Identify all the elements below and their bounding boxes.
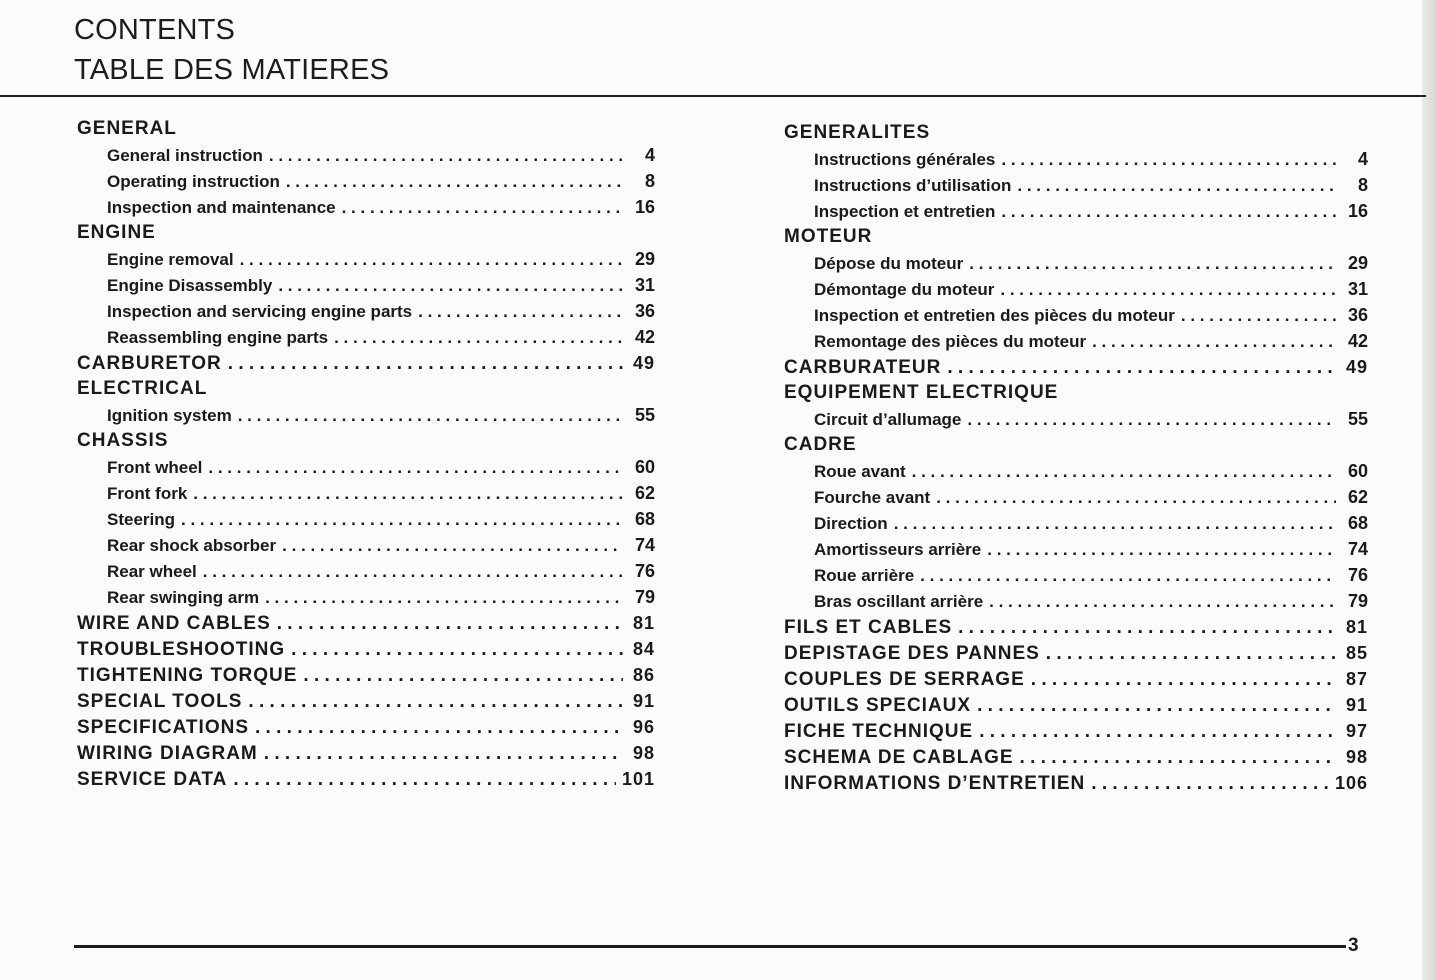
toc-entry-label: CARBURATEUR xyxy=(784,357,942,378)
toc-leader-dots xyxy=(193,481,623,507)
toc-entry-label: WIRING DIAGRAM xyxy=(77,743,258,764)
toc-leader-dots xyxy=(334,325,623,351)
toc-entry-label: Circuit d’allumage xyxy=(814,410,962,429)
toc-leader-dots xyxy=(967,407,1336,433)
toc-entry-page: 68 xyxy=(1347,513,1368,533)
toc-leader-dots xyxy=(920,563,1336,589)
page-title-french: TABLE DES MATIERES xyxy=(74,54,390,86)
footer-divider xyxy=(74,945,1346,948)
toc-subsection-entry xyxy=(784,562,1368,588)
toc-leader-dots xyxy=(248,689,623,715)
toc-entry-label: TROUBLESHOOTING xyxy=(77,639,286,660)
toc-entry-label: Direction xyxy=(814,514,888,533)
toc-leader-dots xyxy=(269,143,623,169)
toc-section-entry xyxy=(77,220,655,246)
toc-leader-dots xyxy=(238,403,623,429)
toc-entry-label: Instructions générales xyxy=(814,150,996,169)
page-title-english: CONTENTS xyxy=(74,14,236,46)
toc-entry-label: Instructions d’utilisation xyxy=(814,176,1012,195)
toc-section-entry xyxy=(77,428,655,454)
toc-subsection-entry xyxy=(784,276,1368,302)
toc-entry-page: 36 xyxy=(634,301,655,321)
toc-subsection-entry xyxy=(77,324,655,350)
toc-subsection-entry xyxy=(784,146,1368,172)
toc-section-entry xyxy=(77,688,655,714)
toc-entry-page: 49 xyxy=(632,353,655,373)
toc-leader-dots xyxy=(989,589,1336,615)
toc-subsection-entry xyxy=(784,328,1368,354)
toc-entry-label: ENGINE xyxy=(77,222,156,243)
toc-section-entry xyxy=(77,116,655,142)
toc-entry-page: 96 xyxy=(632,717,655,737)
toc-entry-page: 62 xyxy=(1347,487,1368,507)
toc-leader-dots xyxy=(1031,667,1336,693)
toc-entry-label: OUTILS SPECIAUX xyxy=(784,695,972,716)
toc-entry-page: 74 xyxy=(634,535,655,555)
toc-entry-page: 101 xyxy=(621,769,655,789)
toc-section-entry xyxy=(77,350,655,376)
toc-subsection-entry xyxy=(784,588,1368,614)
toc-entry-page: 76 xyxy=(634,561,655,581)
toc-section-entry xyxy=(77,740,655,766)
toc-subsection-entry xyxy=(784,458,1368,484)
toc-entry-page: 79 xyxy=(634,587,655,607)
toc-entry-label: SCHEMA DE CABLAGE xyxy=(784,747,1014,768)
toc-french-column xyxy=(784,120,1368,796)
toc-leader-dots xyxy=(979,719,1336,745)
toc-english-column xyxy=(77,116,655,792)
toc-entry-label: INFORMATIONS D’ENTRETIEN xyxy=(784,773,1086,794)
toc-entry-label: Inspection and maintenance xyxy=(107,198,336,217)
toc-entry-label: Engine removal xyxy=(107,250,234,269)
toc-leader-dots xyxy=(1092,329,1336,355)
toc-entry-label: COUPLES DE SERRAGE xyxy=(784,669,1025,690)
toc-subsection-entry xyxy=(77,272,655,298)
toc-subsection-entry xyxy=(77,480,655,506)
toc-section-entry xyxy=(784,224,1368,250)
toc-entry-label: DEPISTAGE DES PANNES xyxy=(784,643,1040,664)
toc-subsection-entry xyxy=(77,194,655,220)
toc-leader-dots xyxy=(1017,173,1336,199)
toc-entry-page: 49 xyxy=(1345,357,1368,377)
toc-entry-label: EQUIPEMENT ELECTRIQUE xyxy=(784,382,1059,403)
toc-entry-page: 29 xyxy=(1347,253,1368,273)
toc-section-entry xyxy=(77,714,655,740)
toc-leader-dots xyxy=(958,615,1336,641)
toc-leader-dots xyxy=(286,169,623,195)
toc-section-entry xyxy=(784,744,1368,770)
toc-entry-page: 84 xyxy=(632,639,655,659)
toc-subsection-entry xyxy=(77,584,655,610)
toc-leader-dots xyxy=(203,559,623,585)
toc-entry-page: 60 xyxy=(1347,461,1368,481)
toc-entry-page: 97 xyxy=(1345,721,1368,741)
toc-entry-page: 68 xyxy=(634,509,655,529)
toc-entry-page: 8 xyxy=(1357,175,1368,195)
toc-entry-label: Roue avant xyxy=(814,462,906,481)
toc-entry-page: 4 xyxy=(1357,149,1368,169)
toc-entry-page: 16 xyxy=(1347,201,1368,221)
toc-entry-page: 55 xyxy=(1347,409,1368,429)
toc-leader-dots xyxy=(228,351,623,377)
toc-leader-dots xyxy=(278,273,623,299)
toc-entry-label: CARBURETOR xyxy=(77,353,222,374)
toc-entry-label: Ignition system xyxy=(107,406,232,425)
header-divider xyxy=(0,95,1426,97)
toc-entry-page: 60 xyxy=(634,457,655,477)
toc-subsection-entry xyxy=(784,302,1368,328)
toc-leader-dots xyxy=(240,247,623,273)
toc-entry-label: Inspection and servicing engine parts xyxy=(107,302,413,321)
toc-entry-page: 81 xyxy=(1345,617,1368,637)
toc-section-entry xyxy=(784,380,1368,406)
toc-entry-page: 98 xyxy=(632,743,655,763)
toc-entry-page: 74 xyxy=(1347,539,1368,559)
toc-leader-dots xyxy=(987,537,1336,563)
toc-entry-label: WIRE AND CABLES xyxy=(77,613,271,634)
toc-leader-dots xyxy=(1181,303,1336,329)
toc-leader-dots xyxy=(894,511,1336,537)
toc-section-entry xyxy=(784,718,1368,744)
toc-entry-page: 91 xyxy=(1345,695,1368,715)
toc-subsection-entry xyxy=(784,250,1368,276)
toc-leader-dots xyxy=(181,507,623,533)
toc-subsection-entry xyxy=(784,484,1368,510)
toc-entry-label: TIGHTENING TORQUE xyxy=(77,665,298,686)
toc-entry-page: 86 xyxy=(632,665,655,685)
toc-section-entry xyxy=(784,692,1368,718)
toc-leader-dots xyxy=(291,637,623,663)
toc-entry-label: Steering xyxy=(107,510,176,529)
toc-entry-label: SPECIFICATIONS xyxy=(77,717,249,738)
toc-leader-dots xyxy=(303,663,623,689)
toc-entry-label: FICHE TECHNIQUE xyxy=(784,721,974,742)
toc-section-entry xyxy=(77,662,655,688)
toc-entry-page: 98 xyxy=(1345,747,1368,767)
toc-leader-dots xyxy=(977,693,1336,719)
toc-leader-dots xyxy=(277,611,623,637)
toc-entry-page: 76 xyxy=(1347,565,1368,585)
toc-entry-label: SERVICE DATA xyxy=(77,769,228,790)
toc-entry-label: SPECIAL TOOLS xyxy=(77,691,243,712)
toc-section-entry xyxy=(77,376,655,402)
toc-entry-page: 106 xyxy=(1334,773,1368,793)
toc-entry-label: Front fork xyxy=(107,484,188,503)
toc-entry-label: CHASSIS xyxy=(77,430,169,451)
toc-leader-dots xyxy=(255,715,623,741)
toc-leader-dots xyxy=(1001,147,1336,173)
toc-section-entry xyxy=(784,354,1368,380)
toc-entry-label: ELECTRICAL xyxy=(77,378,208,399)
toc-entry-page: 16 xyxy=(634,197,655,217)
toc-leader-dots xyxy=(342,195,623,221)
toc-entry-label: Dépose du moteur xyxy=(814,254,964,273)
toc-section-entry xyxy=(784,432,1368,458)
toc-subsection-entry xyxy=(77,246,655,272)
page-edge xyxy=(1422,0,1436,980)
toc-subsection-entry xyxy=(77,454,655,480)
toc-leader-dots xyxy=(936,485,1336,511)
toc-entry-page: 91 xyxy=(632,691,655,711)
toc-entry-label: Engine Disassembly xyxy=(107,276,273,295)
toc-entry-label: Roue arrière xyxy=(814,566,915,585)
toc-subsection-entry xyxy=(77,506,655,532)
toc-subsection-entry xyxy=(77,298,655,324)
toc-entry-label: GENERAL xyxy=(77,118,177,139)
toc-entry-label: General instruction xyxy=(107,146,263,165)
toc-entry-page: 42 xyxy=(1347,331,1368,351)
toc-entry-label: GENERALITES xyxy=(784,122,931,143)
toc-entry-label: Inspection et entretien des pièces du moteur xyxy=(814,306,1175,325)
toc-subsection-entry xyxy=(784,172,1368,198)
toc-entry-page: 29 xyxy=(634,249,655,269)
toc-entry-page: 42 xyxy=(634,327,655,347)
toc-entry-label: Rear shock absorber xyxy=(107,536,277,555)
toc-entry-label: Operating instruction xyxy=(107,172,280,191)
toc-entry-label: MOTEUR xyxy=(784,226,873,247)
toc-entry-label: FILS ET CABLES xyxy=(784,617,953,638)
toc-leader-dots xyxy=(1046,641,1336,667)
toc-leader-dots xyxy=(947,355,1336,381)
toc-entry-label: Bras oscillant arrière xyxy=(814,592,984,611)
toc-leader-dots xyxy=(1000,277,1336,303)
toc-subsection-entry xyxy=(784,536,1368,562)
toc-leader-dots xyxy=(233,767,616,793)
toc-leader-dots xyxy=(969,251,1336,277)
toc-section-entry xyxy=(77,766,655,792)
toc-section-entry xyxy=(784,640,1368,666)
page-number: 3 xyxy=(1348,935,1359,956)
toc-leader-dots xyxy=(264,741,623,767)
toc-entry-page: 62 xyxy=(634,483,655,503)
toc-leader-dots xyxy=(912,459,1336,485)
toc-entry-page: 81 xyxy=(632,613,655,633)
toc-leader-dots xyxy=(1091,771,1329,797)
toc-entry-label: Front wheel xyxy=(107,458,203,477)
toc-entry-page: 87 xyxy=(1345,669,1368,689)
toc-leader-dots xyxy=(208,455,623,481)
toc-subsection-entry xyxy=(784,198,1368,224)
toc-entry-page: 55 xyxy=(634,405,655,425)
toc-leader-dots xyxy=(282,533,623,559)
toc-subsection-entry xyxy=(77,402,655,428)
toc-subsection-entry xyxy=(77,532,655,558)
toc-section-entry xyxy=(784,666,1368,692)
toc-entry-page: 79 xyxy=(1347,591,1368,611)
toc-leader-dots xyxy=(265,585,623,611)
toc-subsection-entry xyxy=(77,142,655,168)
toc-entry-label: CADRE xyxy=(784,434,857,455)
toc-entry-label: Rear wheel xyxy=(107,562,197,581)
toc-section-entry xyxy=(77,610,655,636)
toc-subsection-entry xyxy=(784,510,1368,536)
toc-entry-page: 4 xyxy=(644,145,655,165)
toc-entry-page: 31 xyxy=(1347,279,1368,299)
toc-subsection-entry xyxy=(77,168,655,194)
toc-section-entry xyxy=(77,636,655,662)
toc-entry-label: Reassembling engine parts xyxy=(107,328,329,347)
toc-entry-label: Fourche avant xyxy=(814,488,931,507)
toc-leader-dots xyxy=(1020,745,1336,771)
toc-entry-page: 85 xyxy=(1345,643,1368,663)
toc-entry-page: 8 xyxy=(644,171,655,191)
toc-entry-page: 31 xyxy=(634,275,655,295)
toc-entry-page: 36 xyxy=(1347,305,1368,325)
toc-section-entry xyxy=(784,120,1368,146)
toc-entry-label: Remontage des pièces du moteur xyxy=(814,332,1087,351)
toc-subsection-entry xyxy=(77,558,655,584)
toc-section-entry xyxy=(784,770,1368,796)
toc-entry-label: Démontage du moteur xyxy=(814,280,995,299)
toc-entry-label: Rear swinging arm xyxy=(107,588,260,607)
toc-leader-dots xyxy=(1001,199,1336,225)
toc-leader-dots xyxy=(418,299,623,325)
toc-entry-label: Inspection et entretien xyxy=(814,202,996,221)
toc-subsection-entry xyxy=(784,406,1368,432)
toc-section-entry xyxy=(784,614,1368,640)
toc-entry-label: Amortisseurs arrière xyxy=(814,540,982,559)
